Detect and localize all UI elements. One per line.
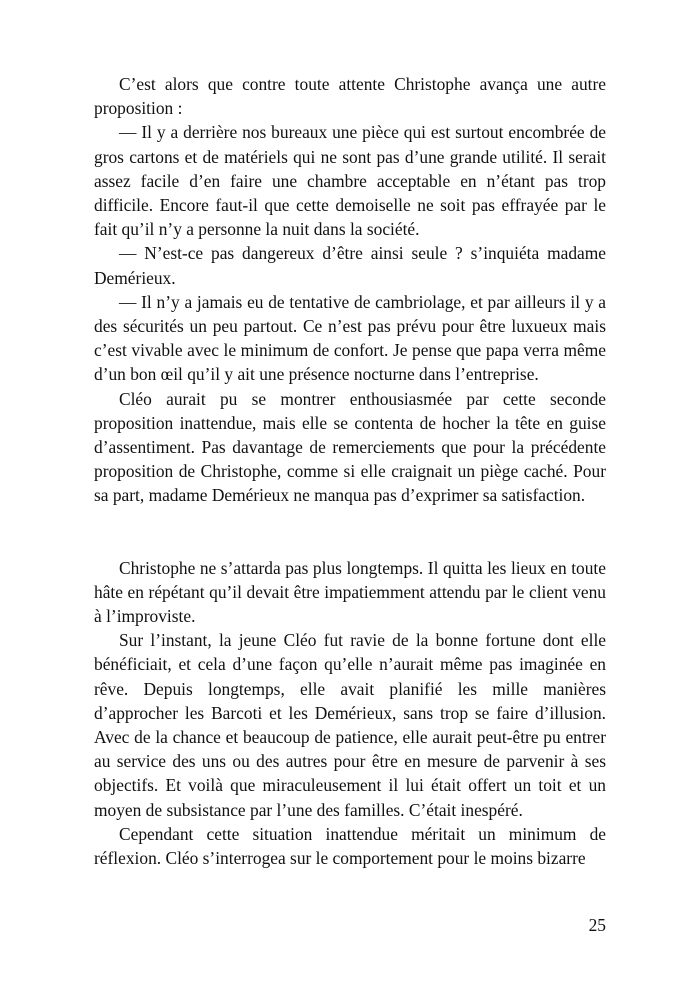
dialogue-paragraph: — N’est-ce pas dangereux d’être ainsi seule ? s’inquiéta madame Demérieux. bbox=[94, 243, 606, 288]
paragraph: Cléo aurait pu se montrer enthousiasmée par cette seconde proposition inattendue, mais elle se contenta de hocher la tête en guise d’assentiment. Pas davantage de remerciements que pour la précédente proposition de Christophe, comme si elle craignait un piège caché. Pour sa part, madame Demérieux ne manqua pas d’exprimer sa satisfaction. bbox=[94, 388, 606, 506]
paragraph: Sur l’instant, la jeune Cléo fut ravie de la bonne fortune dont elle bénéficiait, et cela d’une façon qu’elle n’aurait même pas imaginée en rêve. Depuis longtemps, elle avait planifié les mille manières d’approcher les Barcoti et les Demérieux, sans trop se faire d’illusion. Avec de la chance et beaucoup de patience, elle aurait peut-être pu entrer au service des uns ou des autres pour être en mesure de parvenir à ses objectifs. Et voilà que miraculeusement il lui était offert un toit et un moyen de subsistance par l’une des familles. C’était inespéré. bbox=[94, 630, 606, 820]
paragraph: C’est alors que contre toute attente Christophe avança une autre proposition : bbox=[94, 74, 606, 119]
section-break bbox=[94, 508, 606, 556]
paragraph: Cependant cette situation inattendue méritait un minimum de réflexion. Cléo s’interrogea sur le comportement pour le moins bizarre bbox=[94, 823, 606, 869]
page-number: 25 bbox=[588, 915, 606, 935]
dialogue-paragraph: — Il y a derrière nos bureaux une pièce qui est surtout encombrée de gros cartons et de matériels qui ne sont pas d’une grande utilité. Il serait assez facile d’en faire une chambre acceptable en n’étant pas trop difficile. Encore faut-il que cette demoiselle ne soit pas effrayée par le fait qu’il n’y a personne la nuit dans la société. bbox=[94, 122, 606, 240]
dialogue-paragraph: — Il n’y a jamais eu de tentative de cambriolage, et par ailleurs il y a des sécurités un peu partout. Ce n’est pas prévu pour être luxueux mais c’est vivable avec le minimum de confort. Je pense que papa verra même d’un bon œil qu’il y ait une présence nocturne dans l’entreprise. bbox=[94, 291, 606, 385]
paragraph: Christophe ne s’attarda pas plus longtemps. Il quitta les lieux en toute hâte en répétant qu’il devait être impatiemment attendu par le client venu à l’improviste. bbox=[94, 557, 606, 627]
page-body bbox=[94, 72, 606, 870]
